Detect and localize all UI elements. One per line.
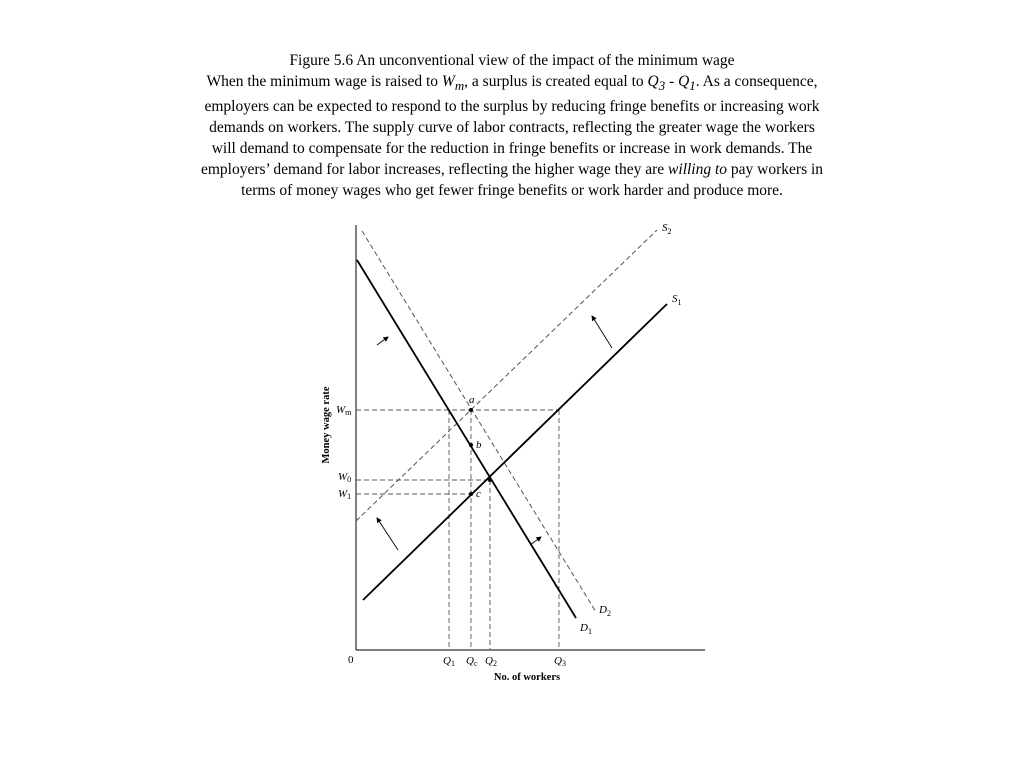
demand-shift-arrow-upper — [377, 337, 388, 345]
wage-label-wm: Wm — [336, 404, 352, 417]
caption-title: Figure 5.6 An unconventional view of the impact of the minimum wage — [289, 52, 735, 69]
point-c-marker — [469, 492, 473, 496]
point-b-marker — [469, 443, 473, 447]
supply-shift-arrow-lower — [377, 518, 398, 550]
curve-d1-label: $D_1$ — [580, 622, 592, 636]
x-axis-title: No. of workers — [493, 672, 561, 683]
demand-shift-arrow-lower — [530, 537, 541, 545]
guide-lines — [356, 410, 559, 650]
equilibrium-marker — [488, 478, 492, 482]
demand-curve-d1 — [357, 260, 576, 618]
caption-q1: $Q_1$ — [678, 73, 696, 94]
curve-s2-label: $S_2$ — [662, 222, 672, 236]
quantity-label-q1: Q1 — [443, 655, 455, 668]
demand-curve-d2 — [362, 231, 596, 612]
curve-d2-label: $D_2$ — [599, 604, 611, 618]
supply-curve-s2 — [356, 230, 657, 521]
wage-label-w1: W1 — [338, 488, 352, 501]
point-b-label: b — [476, 439, 482, 451]
y-axis-title: Money wage rate — [321, 386, 332, 464]
caption-text-3: - — [665, 73, 679, 90]
supply-curve-s1 — [363, 304, 667, 600]
wage-label-w0: W0 — [338, 471, 352, 484]
caption-text-1: When the minimum wage is raised to — [206, 73, 442, 90]
supply-shift-arrow-upper — [592, 316, 612, 348]
caption-q3: $Q_3$ — [647, 73, 666, 94]
origin-label: 0 — [348, 654, 354, 666]
caption-text-4: . As a consequence, employers can be expected to respond to the surplus by reducing fringe benefits or increasing work demands on workers. The supply curve of labor contracts, reflecting the greater wage the workers will demand to compensate for the reduction in fringe benefits or increase in work demands. The employers’ demand for labor increases, reflecting the higher wage they are — [200, 73, 820, 179]
quantity-label-qc: Qc — [466, 655, 478, 668]
point-c-label: c — [476, 488, 481, 500]
point-a-label: a — [469, 394, 475, 406]
point-a-marker — [469, 408, 473, 412]
curve-s1-label: $S_1$ — [672, 293, 682, 307]
caption-text-5: pay workers in terms of money wages who get fewer fringe benefits or work harder and produce more. — [241, 161, 824, 200]
quantity-label-q3: Q3 — [554, 655, 566, 668]
caption-text-2: , a surplus is created equal to — [464, 73, 648, 90]
caption-willing: willing to — [668, 161, 728, 179]
quantity-label-q2: Q2 — [485, 655, 497, 668]
caption-wm: $W_m$ — [441, 73, 465, 94]
